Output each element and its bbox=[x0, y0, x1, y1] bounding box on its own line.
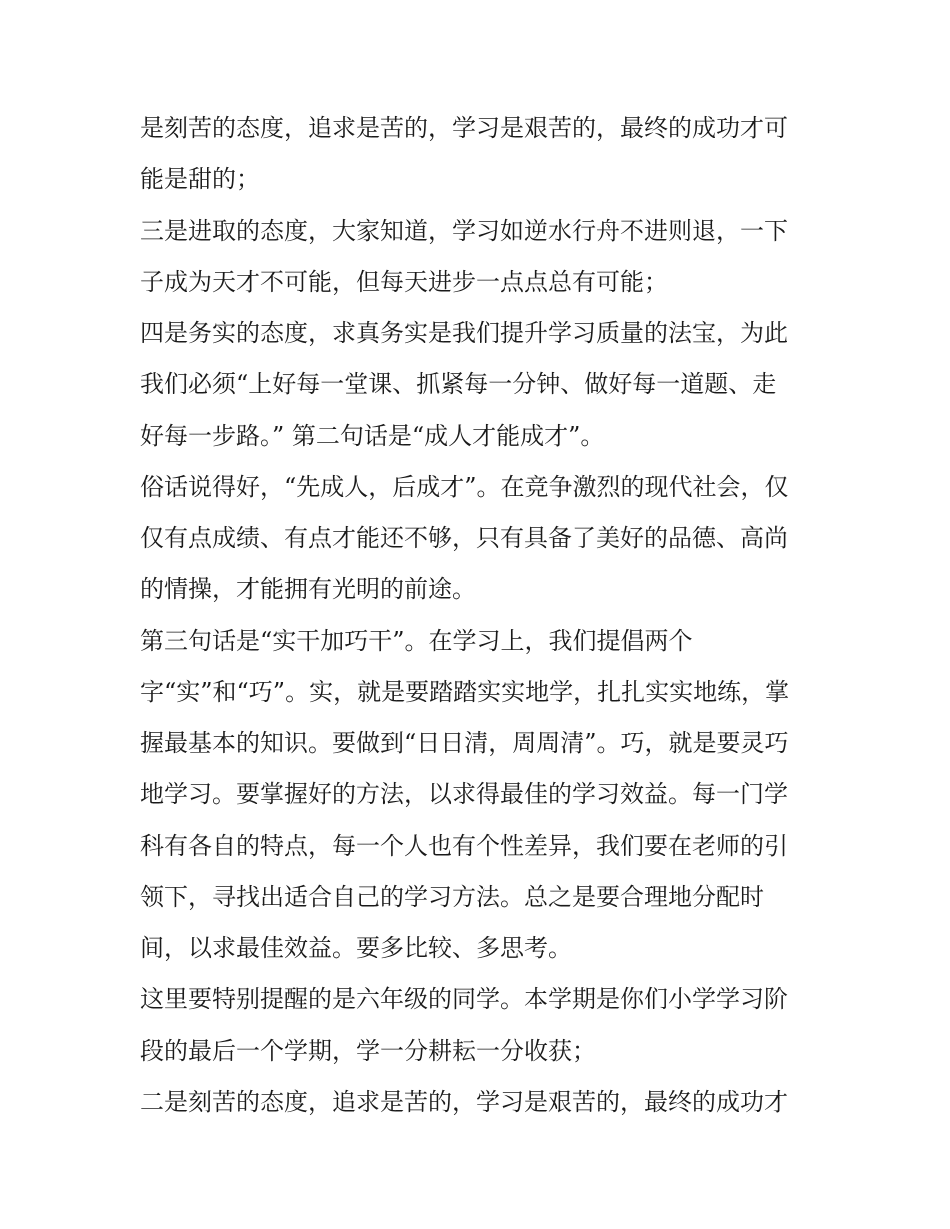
text-line: 二是刻苦的态度，追求是苦的，学习是艰苦的，最终的成功才 bbox=[140, 1087, 788, 1116]
text-line: 握最基本的知识。要做到“日日清，周周清”。巧，就是要灵巧 bbox=[140, 729, 789, 757]
text-line: 能是甜的； bbox=[140, 165, 260, 194]
text-line: 段的最后一个学期，学一分耕耘一分收获； bbox=[140, 1036, 596, 1065]
text-line: 三是进取的态度，大家知道，学习如逆水行舟不进则退，一下 bbox=[140, 216, 788, 245]
document-body bbox=[140, 103, 830, 1128]
text-line: 仅有点成绩、有点才能还不够，只有具备了美好的品德、高尚 bbox=[140, 524, 788, 552]
text-line: 领下，寻找出适合自己的学习方法。总之是要合理地分配时 bbox=[140, 882, 764, 911]
text-line: 字“实”和“巧”。实，就是要踏踏实实地学，扎扎实实地练，掌 bbox=[140, 677, 790, 706]
text-line: 的情操，才能拥有光明的前途。 bbox=[140, 575, 476, 604]
text-line: 第三句话是“实干加巧干”。在学习上，我们提倡两个 bbox=[140, 626, 693, 655]
text-line: 我们必须“上好每一堂课、抓紧每一分钟、做好每一道题、走 bbox=[140, 370, 777, 399]
text-line: 这里要特别提醒的是六年级的同学。本学期是你们小学学习阶 bbox=[140, 985, 788, 1014]
text-line: 间，以求最佳效益。要多比较、多思考。 bbox=[140, 934, 572, 962]
text-line: 是刻苦的态度，追求是苦的，学习是艰苦的，最终的成功才可 bbox=[140, 114, 788, 142]
text-line: 好每一步路。” 第二句话是“成人才能成才”。 bbox=[140, 421, 605, 450]
text-line: 四是务实的态度，求真务实是我们提升学习质量的法宝，为此 bbox=[140, 319, 788, 347]
text-line: 子成为天才不可能，但每天进步一点点总有可能； bbox=[140, 267, 668, 296]
text-line: 地学习。要掌握好的方法，以求得最佳的学习效益。每一门学 bbox=[140, 780, 788, 809]
text-line: 俗话说得好，“先成人，后成才”。在竞争激烈的现代社会，仅 bbox=[140, 472, 789, 501]
text-line: 科有各自的特点，每一个人也有个性差异，我们要在老师的引 bbox=[140, 831, 788, 860]
